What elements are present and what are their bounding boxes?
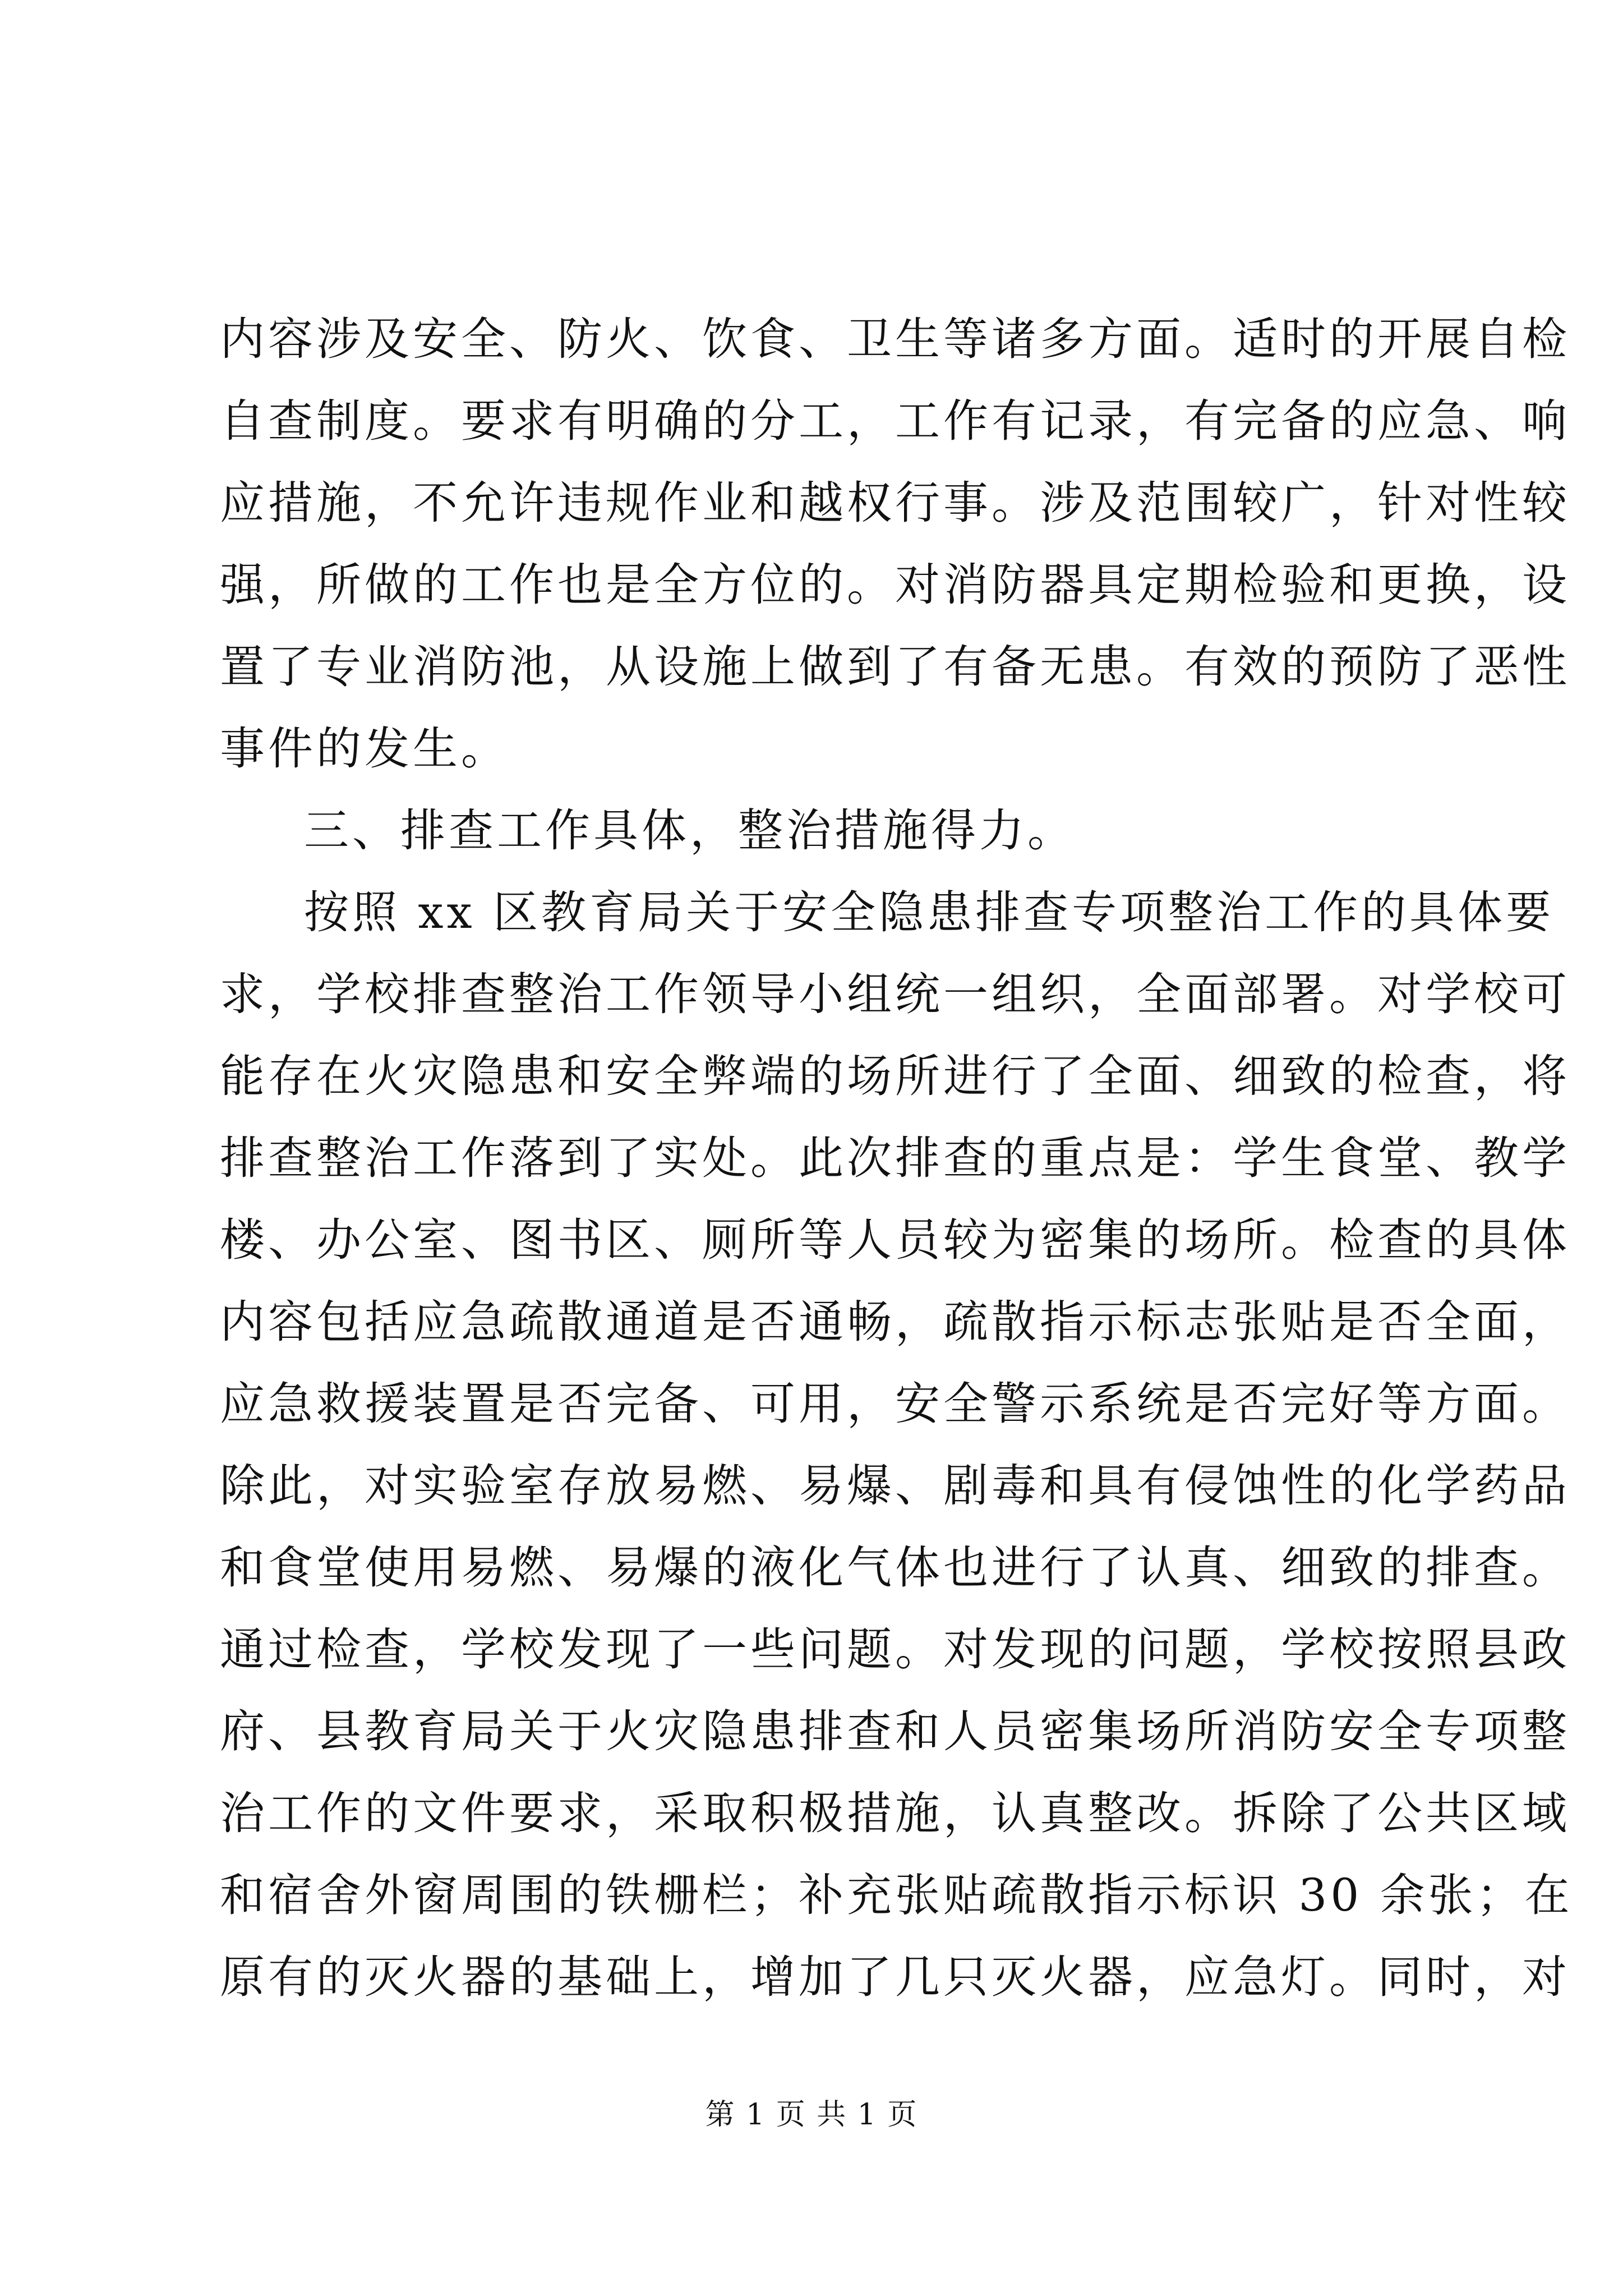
text-line: 和宿舍外窗周围的铁栅栏；补充张贴疏散指示标识 30 余张；在: [220, 1869, 1573, 1921]
text-line: 求，学校排查整治工作领导小组统一组织，全面部署。对学校可: [220, 968, 1570, 1020]
text-line: 府、县教育局关于火灾隐患排查和人员密集场所消防安全专项整: [220, 1705, 1570, 1757]
text-line: 强，所做的工作也是全方位的。对消防器具定期检验和更换，设: [220, 559, 1570, 611]
text-line: 应急救援装置是否完备、可用，安全警示系统是否完好等方面。: [220, 1378, 1570, 1430]
text-line: 按照 xx 区教育局关于安全隐患排查专项整治工作的具体要: [304, 886, 1555, 938]
text-line: 置了专业消防池，从设施上做到了有备无患。有效的预防了恶性: [220, 641, 1570, 693]
text-line: 楼、办公室、图书区、厕所等人员较为密集的场所。检查的具体: [220, 1214, 1570, 1266]
text-line: 内容涉及安全、防火、饮食、卫生等诸多方面。适时的开展自检: [220, 313, 1570, 365]
text-line: 应措施，不允许违规作业和越权行事。涉及范围较广，针对性较: [220, 477, 1570, 529]
text-line: 和食堂使用易燃、易爆的液化气体也进行了认真、细致的排查。: [220, 1542, 1570, 1594]
text-line: 治工作的文件要求，采取积极措施，认真整改。拆除了公共区域: [220, 1787, 1570, 1839]
text-line: 能存在火灾隐患和安全弊端的场所进行了全面、细致的检查，将: [220, 1050, 1570, 1102]
text-line: 排查整治工作落到了实处。此次排查的重点是：学生食堂、教学: [220, 1132, 1570, 1184]
document-body: [220, 298, 1573, 2018]
text-line: 除此，对实验室存放易燃、易爆、剧毒和具有侵蚀性的化学药品: [220, 1460, 1570, 1512]
text-line: 事件的发生。: [220, 723, 509, 775]
section-heading: 三、排查工作具体，整治措施得力。: [304, 804, 1076, 857]
text-line: 内容包括应急疏散通道是否通畅，疏散指示标志张贴是否全面，: [220, 1296, 1570, 1348]
page-footer: 第 1 页 共 1 页: [705, 2098, 918, 2132]
text-line: 原有的灭火器的基础上，增加了几只灭火器，应急灯。同时，对: [220, 1951, 1570, 2003]
text-line: 自查制度。要求有明确的分工，工作有记录，有完备的应急、响: [220, 395, 1570, 447]
text-line: 通过检查，学校发现了一些问题。对发现的问题，学校按照县政: [220, 1623, 1570, 1676]
paragraph-1: [220, 298, 1570, 790]
paragraph-2: [220, 872, 1573, 2018]
